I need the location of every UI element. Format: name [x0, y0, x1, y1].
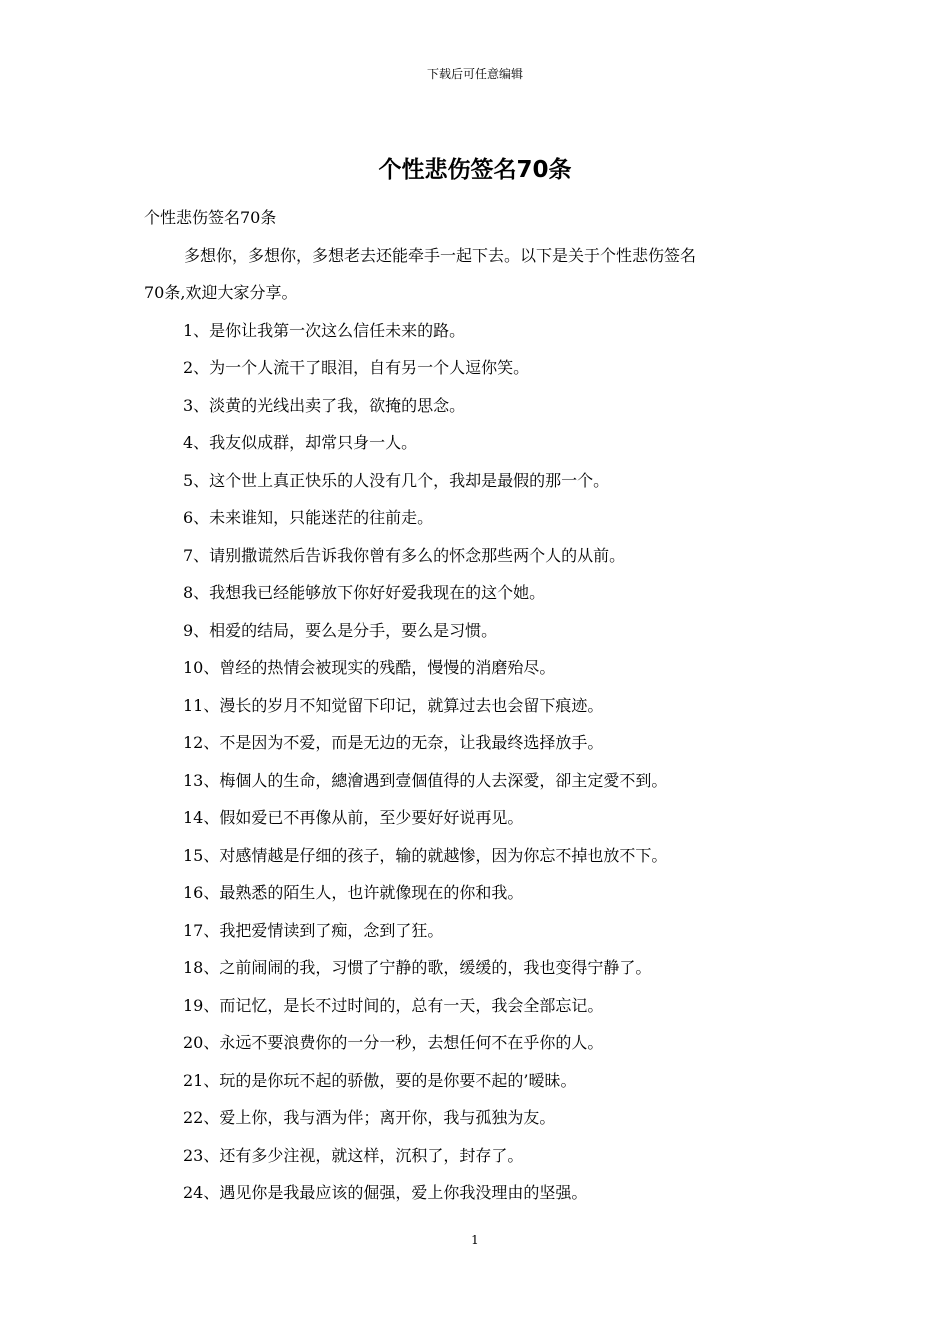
list-item: 16、最熟悉的陌生人，也许就像现在的你和我。 [183, 883, 524, 902]
list-item: 7、请别撒谎然后告诉我你曾有多么的怀念那些两个人的从前。 [183, 545, 626, 565]
list-item: 1、是你让我第一次这么信任未来的路。 [183, 320, 466, 340]
list-item: 18、之前闹闹的我，习惯了宁静的歌，缓缓的，我也变得宁静了。 [183, 958, 652, 977]
list-item: 21、玩的是你玩不起的骄傲，要的是你要不起的’暧昧。 [183, 1070, 577, 1090]
intro-paragraph-line-1: 多想你，多想你，多想老去还能牵手一起下去。以下是关于个性悲伤签名 [184, 245, 697, 265]
document-body [144, 199, 814, 1212]
list-item: 8、我想我已经能够放下你好好爱我现在的这个她。 [183, 583, 546, 602]
document-title: 个性悲伤签名70条 [378, 157, 572, 183]
list-item: 12、不是因为不爱，而是无边的无奈，让我最终选择放手。 [183, 733, 604, 752]
list-item: 19、而记忆，是长不过时间的，总有一天，我会全部忘记。 [183, 995, 604, 1015]
list-item: 15、对感情越是仔细的孩子，输的就越惨，因为你忘不掉也放不下。 [183, 845, 668, 865]
list-item: 5、这个世上真正快乐的人没有几个，我却是最假的那一个。 [183, 470, 610, 490]
list-item: 17、我把爱情读到了痴，念到了狂。 [183, 920, 444, 940]
list-item: 9、相爱的结局，要么是分手，要么是习惯。 [183, 620, 498, 640]
list-item: 11、漫长的岁月不知觉留下印记，就算过去也会留下痕迹。 [183, 695, 604, 715]
page-number: 1 [471, 1233, 479, 1247]
list-item: 20、永远不要浪费你的一分一秒，去想任何不在乎你的人。 [183, 1033, 604, 1052]
document-subtitle: 个性悲伤签名70条 [144, 208, 277, 227]
list-item: 13、梅個人的生命，總澮遇到壹個值得的人去深愛，卻主定愛不到。 [183, 770, 668, 790]
list-item: 14、假如爱已不再像从前，至少要好好说再见。 [183, 808, 524, 827]
list-item: 10、曾经的热情会被现实的残酷，慢慢的消磨殆尽。 [183, 658, 556, 677]
list-item: 4、我友似成群，却常只身一人。 [183, 433, 418, 452]
list-item: 2、为一个人流干了眼泪，自有另一个人逗你笑。 [183, 358, 530, 377]
list-item: 23、还有多少注视，就这样，沉积了，封存了。 [183, 1145, 524, 1165]
list-item: 22、爱上你，我与酒为伴；离开你，我与孤独为友。 [183, 1108, 556, 1127]
page-header-note: 下载后可任意编辑 [426, 67, 523, 81]
list-item: 6、未来谁知，只能迷茫的往前走。 [183, 508, 434, 527]
list-item: 24、遇见你是我最应该的倔强，爱上你我没理由的坚强。 [183, 1183, 588, 1202]
list-item: 3、淡黄的光线出卖了我，欲掩的思念。 [183, 395, 466, 415]
intro-paragraph-line-2: 70条,欢迎大家分享。 [144, 283, 298, 302]
